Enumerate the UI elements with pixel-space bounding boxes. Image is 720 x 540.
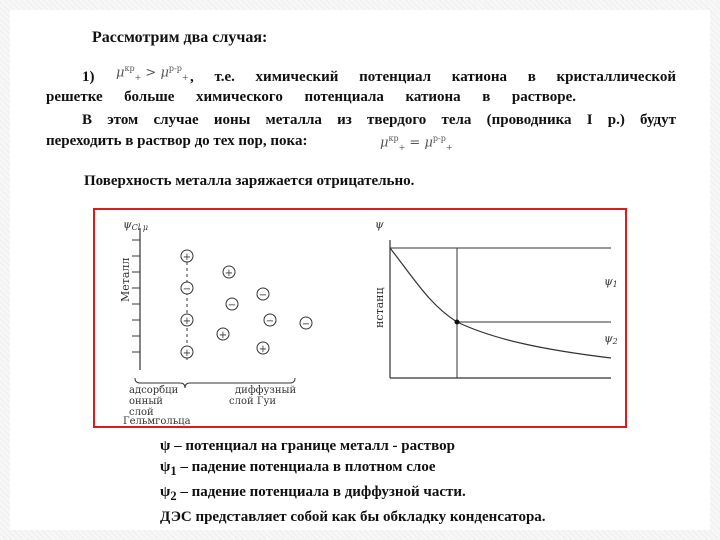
right-axis-label: ψ: [375, 218, 384, 231]
case1-number: 1): [82, 69, 95, 85]
svg-text:адсорбци: адсорбци: [129, 385, 179, 396]
psi1-label: ψ1: [604, 275, 618, 289]
kr-sup: кр: [124, 64, 135, 73]
rr-sup: р-р: [432, 134, 446, 143]
double-layer-figure: [93, 208, 627, 428]
metal-label: Металл: [119, 257, 132, 302]
equilibrium-formula: [380, 134, 453, 152]
svg-text:+: +: [182, 348, 192, 359]
plus-sub: +: [134, 72, 142, 82]
legend-line-psi1: $\psi_1$ – падение потенциала в плотном слое: [160, 459, 436, 478]
svg-text:−: −: [182, 284, 192, 295]
mu-symbol: μ: [424, 135, 433, 151]
svg-text:−: −: [265, 316, 275, 327]
mu-symbol: μ: [380, 135, 389, 151]
svg-text:слой: слой: [129, 407, 154, 418]
metal-ticks: [132, 240, 140, 352]
plus-sub: +: [398, 142, 406, 152]
legend-line-psi: ψ – потенциал на границе металл - раствор: [160, 438, 455, 454]
double-layer-diagram: [95, 210, 625, 426]
surface-statement: Поверхность металла заряжается отрицательно.: [84, 173, 415, 189]
svg-text:+: +: [182, 252, 192, 263]
svg-text:+: +: [182, 316, 192, 327]
paragraph2-line2: переходить в раствор до тех пор, пока:: [46, 133, 308, 149]
paragraph2-line1: В этом случае ионы металла из твердого тела (проводника I р.) будут: [82, 112, 676, 128]
psi2-label: ψ2: [604, 332, 618, 346]
left-axis-label: ψCl μ: [123, 218, 149, 232]
rr-sup: р-р: [168, 64, 182, 73]
svg-text:Гельмгольца: Гельмгольца: [123, 416, 191, 426]
content-panel: [10, 10, 710, 530]
mu-symbol: μ: [160, 65, 169, 81]
equals-sign: =: [409, 135, 421, 151]
case1-formula: [116, 64, 189, 82]
svg-text:диффузный: диффузный: [235, 385, 297, 396]
case1-text-line1: , т.е. химический потенциал катиона в кристаллической: [190, 69, 676, 85]
mu-symbol: μ: [116, 65, 125, 81]
distance-label: нстанц: [373, 287, 386, 328]
plus-sub: +: [445, 142, 453, 152]
svg-text:−: −: [227, 300, 237, 311]
legend: [160, 436, 546, 528]
legend-line-psi2: $\psi_2$ – падение потенциала в диффузной части.: [160, 484, 466, 503]
svg-text:+: +: [224, 268, 234, 279]
legend-line-capacitor: ДЭС представляет собой как бы обкладку конденсатора.: [160, 509, 546, 525]
helmholtz-point: [455, 320, 460, 325]
greater-than: >: [145, 65, 157, 81]
svg-text:онный: онный: [129, 396, 163, 407]
svg-text:+: +: [258, 344, 268, 355]
layer-labels: [123, 385, 296, 426]
plus-sub: +: [181, 72, 189, 82]
potential-curve: [390, 248, 611, 358]
case1-text-line2: решетке больше химического потенциала катиона в растворе.: [46, 89, 576, 105]
kr-sup: кр: [388, 134, 399, 143]
svg-text:слой Гуи: слой Гуи: [229, 396, 276, 407]
heading: Рассмотрим два случая:: [92, 29, 268, 46]
svg-text:−: −: [301, 319, 311, 330]
svg-text:−: −: [258, 290, 268, 301]
svg-text:+: +: [218, 330, 228, 341]
